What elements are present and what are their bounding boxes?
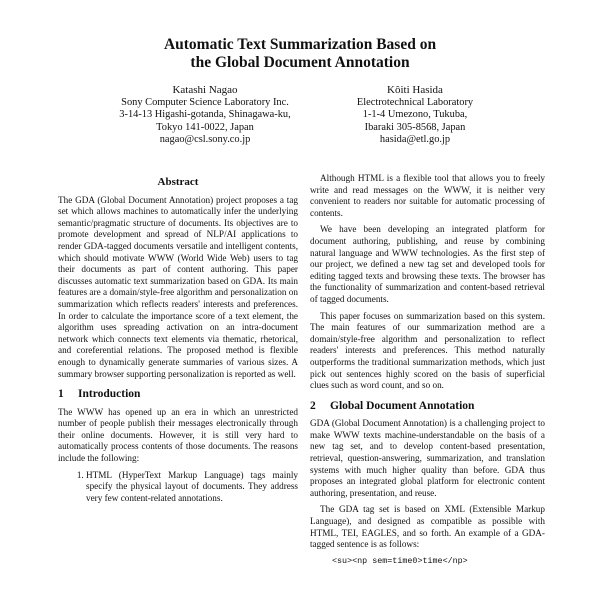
list-item: 1. HTML (HyperText Markup Language) tags mainly specify the physical layout of documents. They address very few content-related annotations. [86,470,298,505]
abstract-text: The GDA (Global Document Annotation) project proposes a tag set which allows machines to automatically infer the underlying semantic/pragmatic structure of documents. Its objectives are to promote development and spread of NLP/AI applications to render GDA-tagged documents versatile and intelligent contents, which should motivate WWW (World Wide Web) users to tag their documents as part of content authoring. This paper discusses automatic text summarization based on GDA. Its main features are a domain/style-free algorithm and personalization on summarization which reflects readers' interests and preferences. In order to calculate the importance score of a text element, the algorithm uses spreading activation on an intra-document network which connects text elements via thematic, rhetorical, and coreferential relations. The proposed method is flexible enough to dynamically generate summaries of various sizes. A summary browser supporting personalization is reported as well. [58,194,298,379]
paragraph: We have been developing an integrated platform for document authoring, publishing, and reuse by combining natural language and WWW technologies. As the first step of our project, we defined a new tag set and developed tools for editing tagged texts and browsing these texts. The browser has the functionality of summarization and content-based retrieval of tagged documents. [310,224,545,304]
author-address: 3-14-13 Higashi-gotanda, Shinagawa-ku, [119,109,291,121]
section-2-heading [310,401,545,413]
author-address: 1-1-4 Umezono, Tukuba, [362,109,468,121]
author-1 [80,84,330,147]
author-affiliation: Electrotechnical Laboratory [356,96,474,108]
section-2-paragraph: GDA (Global Document Annotation) is a challenging project to make WWW texts machine-understandable on the basis of a new tag set, and to develop content-based presentation, retrieval, question-answering, summarization, and translation systems with much higher quality than before. GDA thus proposes an integrated global platform for electronic content authoring, presentation, and reuse. [310,418,545,498]
section-title: Introduction [78,388,141,401]
author-address: Tokyo 141-0022, Japan [156,121,254,133]
reasons-list [58,470,298,505]
author-affiliation: Sony Computer Science Laboratory Inc. [121,96,289,108]
section-title: Global Document Annotation [330,399,475,412]
section-1-paragraph: The WWW has opened up an era in which an unrestricted number of people publish their messages electronically through their online documents. However, it is still very hard to automatically process contents of those documents. The reasons include the following: [58,406,298,464]
section-number: 1 [58,388,64,401]
paper-title [0,36,600,72]
abstract-heading: Abstract [157,176,199,188]
title-line-2: the Global Document Annotation [190,54,410,71]
author-name: Kôiti Hasida [387,84,443,96]
author-address: Ibaraki 305-8568, Japan [364,121,466,133]
author-email: nagao@csl.sony.co.jp [159,134,251,146]
left-column [58,177,298,504]
author-name: Katashi Nagao [172,84,238,96]
paragraph: Although HTML is a flexible tool that allows you to freely write and read messages on the WWW, it is neither very convenient to readers nor suitable for automatic processing of contents. [310,173,545,218]
title-line-1: Automatic Text Summarization Based on [163,36,437,53]
section-2-paragraph: The GDA tag set is based on XML (Extensible Markup Language), and designed as compatible as possible with HTML, TEI, EAGLES, and so forth. An example of a GDA-tagged sentence is as follows: [310,504,545,550]
code-example: <su><np sem=time0>time</np> [332,555,468,566]
right-column [310,173,545,567]
author-email: hasida@etl.go.jp [379,134,451,146]
paragraph: This paper focuses on summarization based on this system. The main features of our summarization method are a domain/style-free algorithm and personalization to reflect readers' interests and preferences. This method naturally outperforms the traditional summarization methods, which just pick out sentences highly scored on the basis of superficial clues such as word count, and so on. [310,310,545,391]
section-number: 2 [310,399,316,412]
author-2 [300,84,530,147]
section-1-heading [58,389,298,401]
